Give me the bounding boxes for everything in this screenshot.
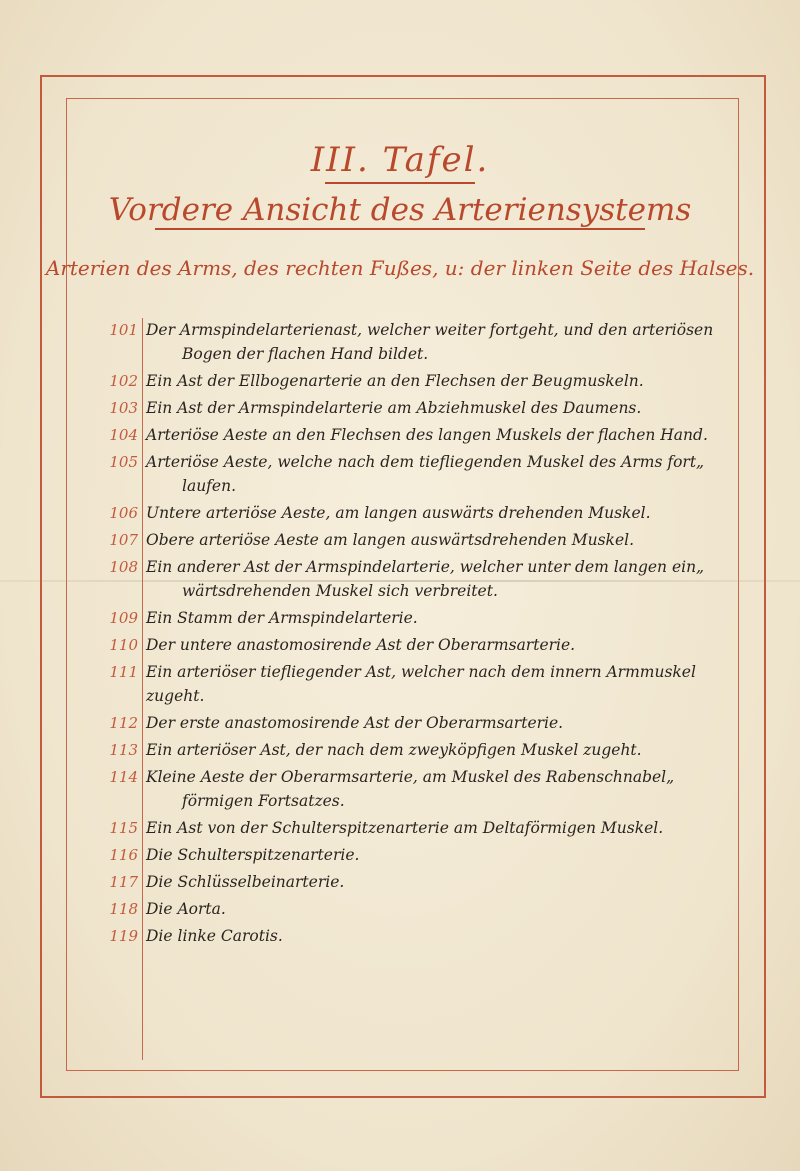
list-item [100,897,740,921]
list-item [100,555,740,603]
entry-text: Ein Ast der Armspindelarterie am Abziehmuskel des Daumens. [146,399,642,417]
plate-number: III. Tafel. [310,140,490,180]
entry-text: Ein Ast der Ellbogenarterie an den Flechsen der Beugmuskeln. [146,372,644,390]
entry-number: 103 [109,399,138,417]
entry-number: 112 [109,714,138,732]
list-item [100,528,740,552]
entry-number: 105 [109,453,138,471]
entry-continuation: laufen. [182,477,237,495]
entry-number: 116 [109,846,138,864]
entry-number: 111 [109,663,138,681]
list-item [100,369,740,393]
page-title [0,192,800,230]
entry-text: Die Schlüsselbeinarterie. [146,873,345,891]
entry-list [100,318,740,951]
entry-text: Untere arteriöse Aeste, am langen auswärts drehenden Muskel. [146,504,651,522]
entry-text: Ein arteriöser Ast, der nach dem zweyköpfigen Muskel zugeht. [146,741,642,759]
page-subtitle: Arterien des Arms, des rechten Fußes, u: der linken Seite des Halses. [45,256,755,280]
entry-text: Ein Ast von der Schulterspitzenarterie am Deltaförmigen Muskel. [146,819,664,837]
list-item [100,318,740,366]
entry-text: Ein arteriöser tiefliegender Ast, welcher nach dem innern Armmuskel zugeht. [146,663,696,705]
entry-continuation: wärtsdrehenden Muskel sich verbreitet. [182,582,498,600]
list-item [100,450,740,498]
entry-number: 115 [109,819,138,837]
page-title-text: Vordere Ansicht des Arteriensystems [108,192,692,228]
entry-continuation: Bogen der flachen Hand bildet. [182,345,429,363]
plate-underline [325,182,475,184]
entry-number: 102 [109,372,138,390]
title-underline [155,228,645,230]
plate-heading [0,140,800,184]
entry-number: 106 [109,504,138,522]
entry-text: Obere arteriöse Aeste am langen auswärtsdrehenden Muskel. [146,531,635,549]
entry-text: Arteriöse Aeste, welche nach dem tiefliegenden Muskel des Arms fort„ [146,453,705,471]
entry-text: Die Aorta. [146,900,226,918]
list-item [100,606,740,630]
list-item [100,423,740,447]
entry-number: 101 [109,321,138,339]
entry-number: 119 [109,927,138,945]
entry-text: Arteriöse Aeste an den Flechsen des langen Muskels der flachen Hand. [146,426,708,444]
entry-text: Der Armspindelarterienast, welcher weiter fortgeht, und den arteriösen [146,321,714,339]
entry-text: Der erste anastomosirende Ast der Oberarmsarterie. [146,714,564,732]
list-item [100,816,740,840]
list-item [100,633,740,657]
list-item [100,765,740,813]
entry-number: 117 [109,873,138,891]
entry-text: Kleine Aeste der Oberarmsarterie, am Muskel des Rabenschnabel„ [146,768,675,786]
entry-number: 107 [109,531,138,549]
entry-number: 109 [109,609,138,627]
list-item [100,501,740,525]
entry-text: Die Schulterspitzenarterie. [146,846,360,864]
list-item [100,396,740,420]
list-item [100,660,740,708]
entry-text: Ein anderer Ast der Armspindelarterie, welcher unter dem langen ein„ [146,558,705,576]
entry-number: 113 [109,741,138,759]
entry-number: 104 [109,426,138,444]
entry-continuation: förmigen Fortsatzes. [182,792,345,810]
entry-number: 114 [109,768,138,786]
list-item [100,843,740,867]
list-item [100,738,740,762]
entry-text: Die linke Carotis. [146,927,283,945]
entry-text: Ein Stamm der Armspindelarterie. [146,609,418,627]
list-item [100,711,740,735]
entry-number: 118 [109,900,138,918]
entry-number: 110 [109,636,138,654]
list-item [100,924,740,948]
entry-number: 108 [109,558,138,576]
entry-text: Der untere anastomosirende Ast der Oberarmsarterie. [146,636,576,654]
list-item [100,870,740,894]
